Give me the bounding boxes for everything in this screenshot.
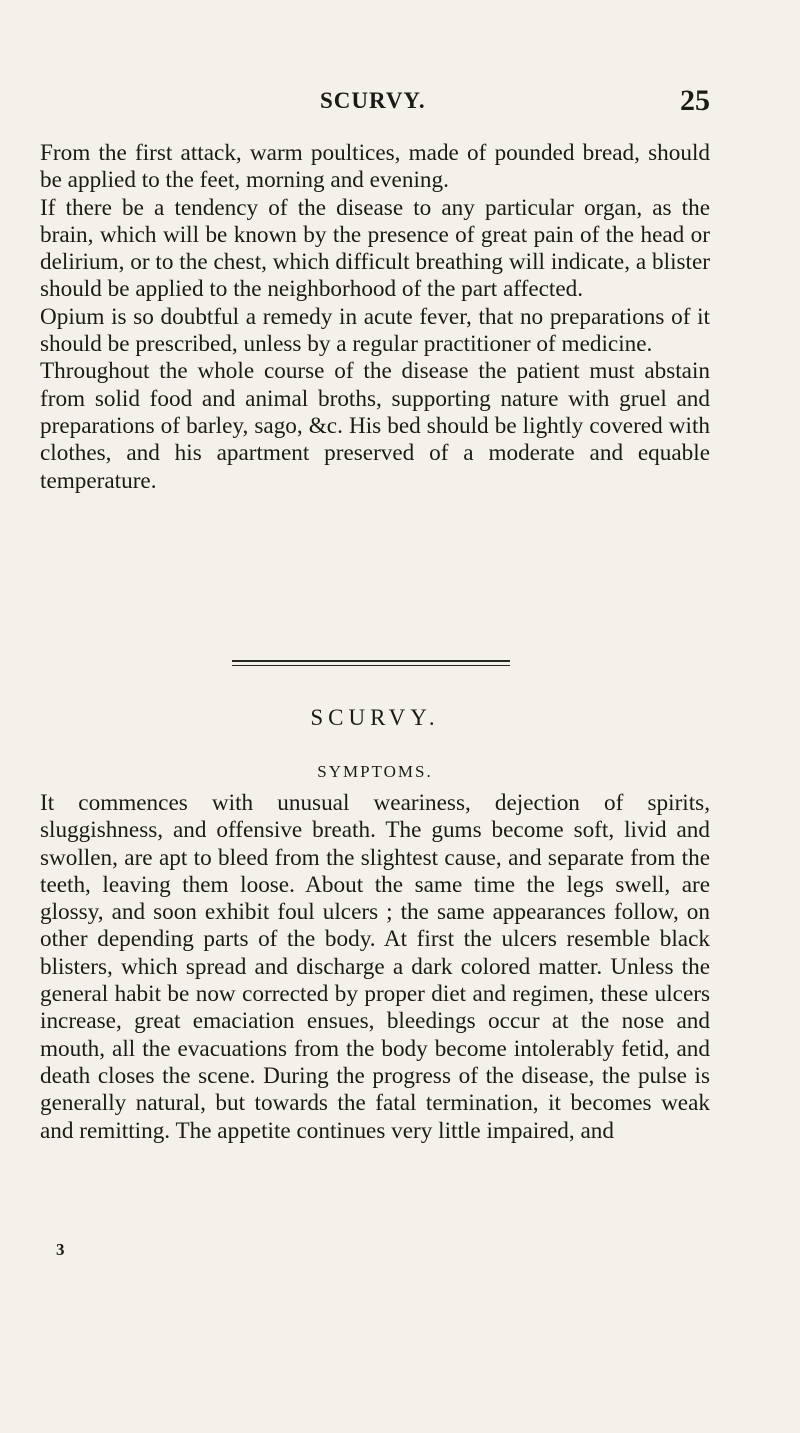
subsection-title: SYMPTOMS. bbox=[317, 762, 433, 781]
paragraph: If there be a tendency of the disease to any particular organ, as the brain, which will be known by the presence of great pain of the head or delirium, or to the chest, which difficult breathing will indicate, a blister should be applied to the neighborhood of the part affected. bbox=[40, 194, 710, 303]
signature-mark: 3 bbox=[56, 1240, 65, 1259]
paragraph: Opium is so doubtful a remedy in acute fever, that no preparations of it should be prescribed, unless by a regular practitioner of medicine. bbox=[40, 303, 710, 358]
paragraph: From the first attack, warm poultices, made of pounded bread, should be applied to the feet, morning and evening. bbox=[40, 140, 710, 194]
running-head bbox=[320, 84, 710, 122]
page-number: 25 bbox=[680, 84, 710, 117]
upper-text-block bbox=[40, 140, 710, 495]
running-title: SCURVY. bbox=[320, 88, 426, 113]
paragraph: Throughout the whole course of the disease the patient must abstain from solid food and animal broths, supporting nature with gruel and preparations of barley, sago, &c. His bed should be lightly covered with clothes, and his apartment preserved of a moderate and equable temperature. bbox=[40, 358, 710, 494]
paragraph: It commences with unusual weariness, dejection of spirits, sluggishness, and offensive breath. The gums become soft, livid and swollen, are apt to bleed from the slightest cause, and separate from the teeth, leaving them loose. About the same time the legs swell, are glossy, and soon exhibit foul ulcers ; the same appearances follow, on other depending parts of the body. At first the ulcers resemble black blisters, which spread and discharge a dark colored matter. Unless the general habit be now corrected by proper diet and regimen, these ulcers increase, great emaciation ensues, bleedings occur at the nose and mouth, all the evacuations from the body become intolerably fetid, and death closes the scene. During the progress of the disease, the pulse is generally natural, but towards the fatal termination, it becomes weak and remitting. The appetite continues very little impaired, and bbox=[40, 790, 710, 1144]
section-title: SCURVY. bbox=[310, 705, 440, 730]
lower-text-block bbox=[40, 790, 710, 1145]
section-divider bbox=[232, 660, 510, 662]
section-divider-thin bbox=[232, 665, 510, 666]
